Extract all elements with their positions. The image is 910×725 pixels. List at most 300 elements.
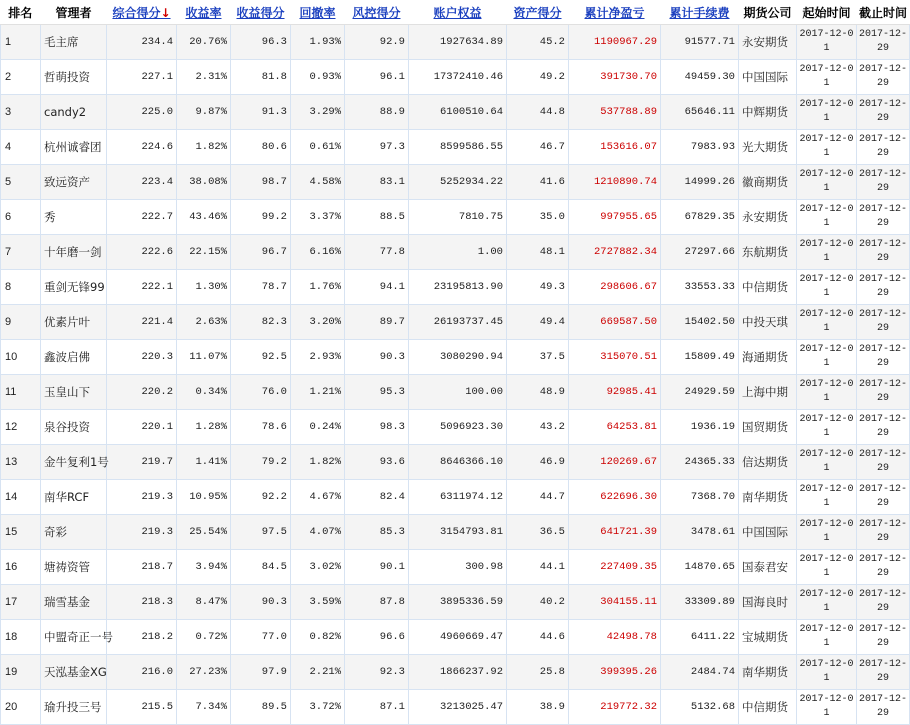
cell-asset-score: 44.7 (507, 480, 569, 515)
cell-manager[interactable]: 中盟奇正一号 (41, 620, 107, 655)
cell-drawdown: 0.61% (291, 130, 345, 165)
cell-net-profit: 1210890.74 (569, 165, 661, 200)
cell-composite-score: 227.1 (107, 60, 177, 95)
cell-composite-score: 222.7 (107, 200, 177, 235)
cell-composite-score: 220.1 (107, 410, 177, 445)
cell-equity: 3154793.81 (409, 515, 507, 550)
cell-net-profit: 391730.70 (569, 60, 661, 95)
cell-return-score: 81.8 (231, 60, 291, 95)
cell-equity: 3080290.94 (409, 340, 507, 375)
cell-net-profit: 641721.39 (569, 515, 661, 550)
cell-fees: 65646.11 (661, 95, 739, 130)
cell-fees: 14870.65 (661, 550, 739, 585)
cell-futures-company: 海通期货 (739, 340, 797, 375)
cell-fees: 91577.71 (661, 25, 739, 60)
cell-start-time: 2017-12-01 (797, 480, 857, 515)
cell-rank: 8 (1, 270, 41, 305)
cell-rank: 9 (1, 305, 41, 340)
cell-rank: 7 (1, 235, 41, 270)
cell-rank: 5 (1, 165, 41, 200)
cell-end-time: 2017-12-29 (857, 375, 910, 410)
cell-rank: 11 (1, 375, 41, 410)
cell-manager[interactable]: 南华RCF (41, 480, 107, 515)
cell-futures-company: 信达期货 (739, 445, 797, 480)
cell-drawdown: 2.21% (291, 655, 345, 690)
cell-return-rate: 7.34% (177, 690, 231, 725)
header-risk-score[interactable]: 风控得分 (345, 0, 409, 25)
cell-net-profit: 997955.65 (569, 200, 661, 235)
cell-return-score: 77.0 (231, 620, 291, 655)
cell-return-rate: 22.15% (177, 235, 231, 270)
cell-risk-score: 85.3 (345, 515, 409, 550)
cell-equity: 17372410.46 (409, 60, 507, 95)
cell-composite-score: 218.7 (107, 550, 177, 585)
cell-return-score: 96.7 (231, 235, 291, 270)
cell-asset-score: 43.2 (507, 410, 569, 445)
cell-asset-score: 44.6 (507, 620, 569, 655)
cell-net-profit: 2727882.34 (569, 235, 661, 270)
cell-composite-score: 223.4 (107, 165, 177, 200)
cell-fees: 2484.74 (661, 655, 739, 690)
cell-composite-score: 219.3 (107, 515, 177, 550)
cell-manager[interactable]: 杭州诚睿团 (41, 130, 107, 165)
cell-composite-score: 215.5 (107, 690, 177, 725)
table-row (1, 550, 910, 585)
cell-return-rate: 10.95% (177, 480, 231, 515)
cell-risk-score: 89.7 (345, 305, 409, 340)
cell-asset-score: 35.0 (507, 200, 569, 235)
cell-asset-score: 40.2 (507, 585, 569, 620)
ranking-table-body (1, 25, 910, 725)
cell-manager[interactable]: 天泓基金XG (41, 655, 107, 690)
cell-futures-company: 中信期货 (739, 690, 797, 725)
cell-risk-score: 97.3 (345, 130, 409, 165)
cell-return-rate: 38.08% (177, 165, 231, 200)
cell-manager[interactable]: 优素片叶 (41, 305, 107, 340)
cell-manager[interactable]: 致远资产 (41, 165, 107, 200)
cell-net-profit: 298606.67 (569, 270, 661, 305)
cell-risk-score: 95.3 (345, 375, 409, 410)
cell-equity: 5096923.30 (409, 410, 507, 445)
cell-manager[interactable]: 泉谷投资 (41, 410, 107, 445)
cell-net-profit: 304155.11 (569, 585, 661, 620)
cell-rank: 20 (1, 690, 41, 725)
cell-fees: 1936.19 (661, 410, 739, 445)
cell-net-profit: 153616.07 (569, 130, 661, 165)
cell-start-time: 2017-12-01 (797, 305, 857, 340)
header-start-time: 起始时间 (797, 0, 857, 25)
cell-fees: 24929.59 (661, 375, 739, 410)
cell-risk-score: 88.5 (345, 200, 409, 235)
cell-equity: 1.00 (409, 235, 507, 270)
cell-return-rate: 25.54% (177, 515, 231, 550)
cell-return-rate: 20.76% (177, 25, 231, 60)
cell-fees: 3478.61 (661, 515, 739, 550)
cell-return-score: 78.6 (231, 410, 291, 445)
cell-asset-score: 25.8 (507, 655, 569, 690)
cell-end-time: 2017-12-29 (857, 235, 910, 270)
cell-equity: 6311974.12 (409, 480, 507, 515)
cell-net-profit: 92985.41 (569, 375, 661, 410)
cell-manager[interactable]: candy2 (41, 95, 107, 130)
cell-end-time: 2017-12-29 (857, 620, 910, 655)
cell-risk-score: 87.1 (345, 690, 409, 725)
cell-equity: 26193737.45 (409, 305, 507, 340)
table-row (1, 410, 910, 445)
cell-manager[interactable]: 哲萌投资 (41, 60, 107, 95)
cell-return-rate: 27.23% (177, 655, 231, 690)
sort-down-arrow-icon: ↓ (160, 5, 171, 20)
cell-start-time: 2017-12-01 (797, 130, 857, 165)
cell-start-time: 2017-12-01 (797, 375, 857, 410)
header-equity[interactable]: 账户权益 (409, 0, 507, 25)
cell-asset-score: 36.5 (507, 515, 569, 550)
cell-risk-score: 96.6 (345, 620, 409, 655)
cell-return-score: 92.5 (231, 340, 291, 375)
header-net-profit[interactable]: 累计净盈亏 (569, 0, 661, 25)
cell-composite-score: 234.4 (107, 25, 177, 60)
cell-return-score: 90.3 (231, 585, 291, 620)
table-row (1, 305, 910, 340)
cell-start-time: 2017-12-01 (797, 340, 857, 375)
cell-composite-score: 219.3 (107, 480, 177, 515)
cell-end-time: 2017-12-29 (857, 410, 910, 445)
cell-risk-score: 90.3 (345, 340, 409, 375)
cell-return-rate: 1.30% (177, 270, 231, 305)
cell-rank: 4 (1, 130, 41, 165)
cell-risk-score: 96.1 (345, 60, 409, 95)
cell-rank: 14 (1, 480, 41, 515)
cell-drawdown: 3.37% (291, 200, 345, 235)
cell-rank: 2 (1, 60, 41, 95)
cell-risk-score: 92.3 (345, 655, 409, 690)
cell-end-time: 2017-12-29 (857, 165, 910, 200)
cell-return-score: 82.3 (231, 305, 291, 340)
cell-manager[interactable]: 玉皇山下 (41, 375, 107, 410)
cell-drawdown: 2.93% (291, 340, 345, 375)
cell-equity: 7810.75 (409, 200, 507, 235)
cell-composite-score: 216.0 (107, 655, 177, 690)
cell-return-score: 97.5 (231, 515, 291, 550)
cell-start-time: 2017-12-01 (797, 95, 857, 130)
cell-futures-company: 上海中期 (739, 375, 797, 410)
cell-start-time: 2017-12-01 (797, 60, 857, 95)
cell-drawdown: 3.02% (291, 550, 345, 585)
cell-net-profit: 42498.78 (569, 620, 661, 655)
cell-fees: 24365.33 (661, 445, 739, 480)
cell-return-rate: 1.82% (177, 130, 231, 165)
cell-manager[interactable]: 鑫波启佛 (41, 340, 107, 375)
cell-futures-company: 宝城期货 (739, 620, 797, 655)
table-row (1, 620, 910, 655)
cell-asset-score: 45.2 (507, 25, 569, 60)
cell-net-profit: 227409.35 (569, 550, 661, 585)
cell-net-profit: 537788.89 (569, 95, 661, 130)
header-composite-label[interactable]: 综合得分 (112, 5, 161, 20)
cell-equity: 8599586.55 (409, 130, 507, 165)
cell-risk-score: 82.4 (345, 480, 409, 515)
cell-equity: 6100510.64 (409, 95, 507, 130)
cell-rank: 13 (1, 445, 41, 480)
cell-asset-score: 48.9 (507, 375, 569, 410)
cell-fees: 33553.33 (661, 270, 739, 305)
cell-risk-score: 83.1 (345, 165, 409, 200)
table-row (1, 375, 910, 410)
cell-drawdown: 1.82% (291, 445, 345, 480)
cell-fees: 67829.35 (661, 200, 739, 235)
cell-start-time: 2017-12-01 (797, 515, 857, 550)
header-futures-company: 期货公司 (739, 0, 797, 25)
cell-asset-score: 44.8 (507, 95, 569, 130)
cell-return-score: 76.0 (231, 375, 291, 410)
cell-manager[interactable]: 金牛复利1号 (41, 445, 107, 480)
cell-return-rate: 8.47% (177, 585, 231, 620)
cell-futures-company: 东航期货 (739, 235, 797, 270)
header-asset-score[interactable]: 资产得分 (507, 0, 569, 25)
cell-end-time: 2017-12-29 (857, 480, 910, 515)
cell-start-time: 2017-12-01 (797, 585, 857, 620)
cell-start-time: 2017-12-01 (797, 165, 857, 200)
cell-risk-score: 98.3 (345, 410, 409, 445)
cell-return-rate: 1.41% (177, 445, 231, 480)
header-drawdown[interactable]: 回撤率 (291, 0, 345, 25)
cell-drawdown: 4.07% (291, 515, 345, 550)
table-row (1, 515, 910, 550)
cell-composite-score: 222.6 (107, 235, 177, 270)
header-composite-score[interactable] (107, 0, 177, 25)
cell-composite-score: 220.3 (107, 340, 177, 375)
header-fees[interactable]: 累计手续费 (661, 0, 739, 25)
cell-fees: 5132.68 (661, 690, 739, 725)
table-row (1, 340, 910, 375)
cell-end-time: 2017-12-29 (857, 305, 910, 340)
cell-drawdown: 1.93% (291, 25, 345, 60)
cell-return-score: 78.7 (231, 270, 291, 305)
cell-start-time: 2017-12-01 (797, 235, 857, 270)
cell-manager[interactable]: 十年磨一剑 (41, 235, 107, 270)
cell-risk-score: 94.1 (345, 270, 409, 305)
cell-manager[interactable]: 重剑无锋99 (41, 270, 107, 305)
cell-asset-score: 44.1 (507, 550, 569, 585)
cell-composite-score: 220.2 (107, 375, 177, 410)
cell-risk-score: 90.1 (345, 550, 409, 585)
cell-risk-score: 77.8 (345, 235, 409, 270)
header-end-time: 截止时间 (857, 0, 910, 25)
cell-drawdown: 3.20% (291, 305, 345, 340)
cell-end-time: 2017-12-29 (857, 25, 910, 60)
cell-futures-company: 永安期货 (739, 25, 797, 60)
cell-end-time: 2017-12-29 (857, 270, 910, 305)
cell-composite-score: 218.2 (107, 620, 177, 655)
header-manager: 管理者 (41, 0, 107, 25)
cell-start-time: 2017-12-01 (797, 620, 857, 655)
table-row (1, 25, 910, 60)
cell-return-score: 97.9 (231, 655, 291, 690)
cell-asset-score: 49.2 (507, 60, 569, 95)
cell-asset-score: 38.9 (507, 690, 569, 725)
cell-drawdown: 1.21% (291, 375, 345, 410)
cell-fees: 27297.66 (661, 235, 739, 270)
cell-futures-company: 光大期货 (739, 130, 797, 165)
cell-end-time: 2017-12-29 (857, 445, 910, 480)
table-row (1, 585, 910, 620)
cell-manager[interactable]: 毛主席 (41, 25, 107, 60)
cell-futures-company: 中国国际 (739, 515, 797, 550)
cell-start-time: 2017-12-01 (797, 410, 857, 445)
cell-fees: 6411.22 (661, 620, 739, 655)
cell-rank: 19 (1, 655, 41, 690)
cell-net-profit: 64253.81 (569, 410, 661, 445)
cell-drawdown: 0.93% (291, 60, 345, 95)
cell-manager[interactable]: 塘祷资管 (41, 550, 107, 585)
cell-equity: 3213025.47 (409, 690, 507, 725)
cell-futures-company: 国海良时 (739, 585, 797, 620)
header-return-rate[interactable]: 收益率 (177, 0, 231, 25)
cell-futures-company: 永安期货 (739, 200, 797, 235)
cell-end-time: 2017-12-29 (857, 585, 910, 620)
cell-return-score: 98.7 (231, 165, 291, 200)
cell-end-time: 2017-12-29 (857, 95, 910, 130)
header-row (1, 0, 910, 25)
cell-start-time: 2017-12-01 (797, 690, 857, 725)
cell-return-rate: 43.46% (177, 200, 231, 235)
cell-return-rate: 0.34% (177, 375, 231, 410)
cell-return-rate: 9.87% (177, 95, 231, 130)
cell-end-time: 2017-12-29 (857, 60, 910, 95)
cell-equity: 300.98 (409, 550, 507, 585)
cell-net-profit: 120269.67 (569, 445, 661, 480)
cell-equity: 1866237.92 (409, 655, 507, 690)
cell-equity: 5252934.22 (409, 165, 507, 200)
cell-rank: 17 (1, 585, 41, 620)
cell-end-time: 2017-12-29 (857, 550, 910, 585)
cell-fees: 15809.49 (661, 340, 739, 375)
cell-drawdown: 6.16% (291, 235, 345, 270)
table-row (1, 165, 910, 200)
cell-manager[interactable]: 秀 (41, 200, 107, 235)
cell-risk-score: 92.9 (345, 25, 409, 60)
cell-net-profit: 622696.30 (569, 480, 661, 515)
table-row (1, 690, 910, 725)
cell-rank: 10 (1, 340, 41, 375)
cell-manager[interactable]: 瑞雪基金 (41, 585, 107, 620)
cell-composite-score: 218.3 (107, 585, 177, 620)
cell-net-profit: 669587.50 (569, 305, 661, 340)
table-row (1, 130, 910, 165)
table-row (1, 60, 910, 95)
table-row (1, 200, 910, 235)
cell-return-rate: 1.28% (177, 410, 231, 445)
cell-start-time: 2017-12-01 (797, 200, 857, 235)
cell-return-score: 91.3 (231, 95, 291, 130)
cell-start-time: 2017-12-01 (797, 550, 857, 585)
cell-futures-company: 南华期货 (739, 655, 797, 690)
cell-rank: 15 (1, 515, 41, 550)
cell-fees: 15402.50 (661, 305, 739, 340)
cell-drawdown: 4.58% (291, 165, 345, 200)
cell-start-time: 2017-12-01 (797, 655, 857, 690)
cell-rank: 12 (1, 410, 41, 445)
cell-futures-company: 中投天琪 (739, 305, 797, 340)
cell-net-profit: 1190967.29 (569, 25, 661, 60)
header-return-score[interactable]: 收益得分 (231, 0, 291, 25)
cell-risk-score: 88.9 (345, 95, 409, 130)
cell-drawdown: 3.29% (291, 95, 345, 130)
cell-manager[interactable]: 奇彩 (41, 515, 107, 550)
cell-return-score: 99.2 (231, 200, 291, 235)
cell-equity: 1927634.89 (409, 25, 507, 60)
cell-return-score: 80.6 (231, 130, 291, 165)
cell-futures-company: 南华期货 (739, 480, 797, 515)
cell-return-score: 79.2 (231, 445, 291, 480)
cell-futures-company: 中辉期货 (739, 95, 797, 130)
cell-return-rate: 2.63% (177, 305, 231, 340)
table-row (1, 95, 910, 130)
cell-composite-score: 224.6 (107, 130, 177, 165)
cell-rank: 3 (1, 95, 41, 130)
cell-composite-score: 219.7 (107, 445, 177, 480)
cell-asset-score: 37.5 (507, 340, 569, 375)
cell-composite-score: 225.0 (107, 95, 177, 130)
cell-equity: 100.00 (409, 375, 507, 410)
cell-start-time: 2017-12-01 (797, 445, 857, 480)
cell-asset-score: 49.3 (507, 270, 569, 305)
cell-asset-score: 48.1 (507, 235, 569, 270)
table-row (1, 445, 910, 480)
cell-risk-score: 93.6 (345, 445, 409, 480)
cell-rank: 1 (1, 25, 41, 60)
cell-net-profit: 399395.26 (569, 655, 661, 690)
cell-return-score: 96.3 (231, 25, 291, 60)
cell-manager[interactable]: 瑜升投三号 (41, 690, 107, 725)
table-row (1, 655, 910, 690)
table-row (1, 235, 910, 270)
cell-asset-score: 46.9 (507, 445, 569, 480)
cell-asset-score: 46.7 (507, 130, 569, 165)
cell-futures-company: 国贸期货 (739, 410, 797, 445)
cell-end-time: 2017-12-29 (857, 200, 910, 235)
cell-drawdown: 0.82% (291, 620, 345, 655)
cell-drawdown: 4.67% (291, 480, 345, 515)
cell-drawdown: 1.76% (291, 270, 345, 305)
cell-start-time: 2017-12-01 (797, 270, 857, 305)
cell-net-profit: 219772.32 (569, 690, 661, 725)
cell-end-time: 2017-12-29 (857, 130, 910, 165)
cell-end-time: 2017-12-29 (857, 655, 910, 690)
cell-risk-score: 87.8 (345, 585, 409, 620)
cell-return-score: 89.5 (231, 690, 291, 725)
cell-end-time: 2017-12-29 (857, 515, 910, 550)
cell-rank: 6 (1, 200, 41, 235)
cell-futures-company: 国泰君安 (739, 550, 797, 585)
header-rank: 排名 (1, 0, 41, 25)
cell-asset-score: 41.6 (507, 165, 569, 200)
cell-fees: 14999.26 (661, 165, 739, 200)
cell-composite-score: 221.4 (107, 305, 177, 340)
cell-futures-company: 中国国际 (739, 60, 797, 95)
cell-rank: 18 (1, 620, 41, 655)
cell-rank: 16 (1, 550, 41, 585)
cell-equity: 8646366.10 (409, 445, 507, 480)
cell-equity: 4960669.47 (409, 620, 507, 655)
cell-fees: 33309.89 (661, 585, 739, 620)
cell-end-time: 2017-12-29 (857, 690, 910, 725)
cell-drawdown: 0.24% (291, 410, 345, 445)
cell-futures-company: 中信期货 (739, 270, 797, 305)
cell-end-time: 2017-12-29 (857, 340, 910, 375)
cell-return-rate: 0.72% (177, 620, 231, 655)
cell-return-score: 92.2 (231, 480, 291, 515)
